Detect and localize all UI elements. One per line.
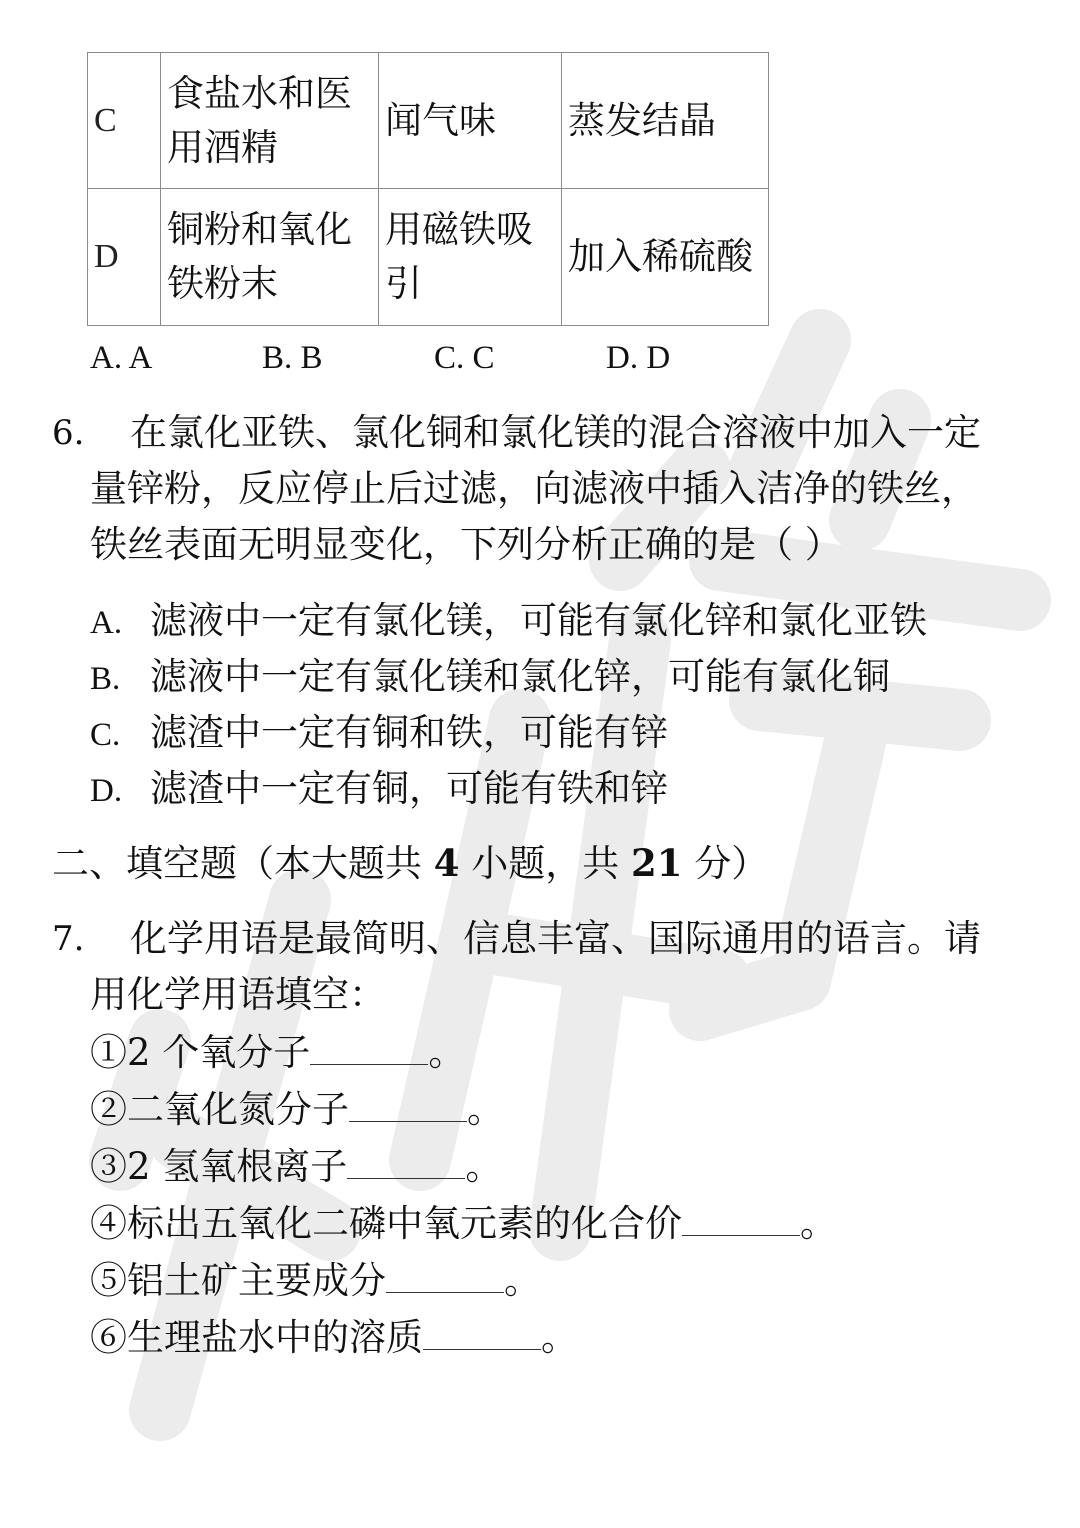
option-text: 滤液中一定有氯化镁，可能有氯化锌和氯化亚铁	[150, 599, 927, 642]
fill-item-text: ④标出五氧化二磷中氧元素的化合价	[90, 1202, 682, 1245]
table-cell-id: D	[88, 189, 161, 326]
fill-item	[90, 1259, 541, 1302]
section-score: 21	[631, 841, 683, 885]
fill-item-end: 。	[465, 1145, 503, 1188]
table-cell-method1	[379, 189, 562, 326]
fill-item	[90, 1316, 578, 1359]
fill-item	[90, 1031, 466, 1074]
answer-blank[interactable]	[347, 1148, 465, 1179]
question-text-line: 化学用语是最简明、信息丰富、国际通用的语言。请	[130, 917, 981, 960]
fill-item-text: ⑥生理盐水中的溶质	[90, 1316, 423, 1359]
option-label: C.	[90, 717, 121, 753]
fill-item	[90, 1145, 503, 1188]
fill-item	[90, 1202, 837, 1245]
option-a	[90, 599, 927, 642]
table-cell-substances	[161, 53, 379, 189]
answer-blank[interactable]	[349, 1091, 467, 1122]
fill-item-end: 。	[800, 1202, 837, 1245]
choice-b: B. B	[262, 340, 323, 376]
answer-blank[interactable]	[386, 1262, 504, 1293]
option-text: 滤渣中一定有铜，可能有铁和锌	[150, 767, 668, 810]
option-label: A.	[90, 605, 123, 641]
question-number: 7.	[52, 919, 85, 959]
cell-line: 铜粉和氧化	[167, 208, 352, 252]
question-text-line: 在氯化亚铁、氯化铜和氯化镁的混合溶液中加入一定	[130, 411, 981, 454]
fill-item-text: ⑤铝土矿主要成分	[90, 1259, 386, 1302]
option-text: 滤液中一定有氯化镁和氯化锌，可能有氯化铜	[150, 655, 890, 698]
section-prefix: 二、填空题（本大题共	[52, 842, 422, 885]
table-cell-substances	[161, 189, 379, 326]
fill-item-text: ②二氧化氮分子	[90, 1088, 349, 1131]
fill-item-end: 。	[541, 1316, 578, 1359]
option-label: D.	[90, 773, 123, 809]
option-b	[90, 655, 890, 698]
table-row	[88, 53, 769, 189]
option-d	[90, 767, 668, 810]
choice-d: D. D	[606, 340, 671, 376]
section-mid: 小题，共	[471, 842, 620, 885]
cell-line: 食盐水和医	[167, 71, 352, 115]
table-row	[88, 189, 769, 326]
fill-item-end: 。	[504, 1259, 541, 1302]
option-c	[90, 711, 668, 754]
fill-item-end: 。	[467, 1088, 504, 1131]
question-number: 6.	[52, 413, 85, 453]
fill-item-text: ③2 氢氧根离子	[90, 1145, 348, 1188]
table-cell-method1: 闻气味	[379, 53, 562, 189]
choice-c: C. C	[434, 340, 495, 376]
answer-blank[interactable]	[423, 1319, 541, 1350]
section-heading	[52, 841, 769, 885]
cell-line: 引	[385, 262, 422, 305]
question-text-line: 用化学用语填空：	[90, 973, 386, 1016]
q5-choices	[90, 340, 670, 377]
options-table	[87, 52, 769, 326]
fill-item-text: ①2 个氧分子	[90, 1031, 311, 1074]
option-label: B.	[90, 661, 121, 697]
question-text-line: 铁丝表面无明显变化，下列分析正确的是（ ）	[90, 523, 842, 566]
table-cell-id: C	[88, 53, 161, 189]
answer-blank[interactable]	[682, 1205, 800, 1236]
question-text-line: 量锌粉，反应停止后过滤，向滤液中插入洁净的铁丝，	[90, 467, 978, 510]
answer-blank[interactable]	[310, 1034, 428, 1065]
fill-item	[90, 1088, 504, 1131]
cell-line: 用磁铁吸	[385, 208, 533, 252]
fill-item-end: 。	[428, 1031, 466, 1074]
cell-line: 用酒精	[167, 125, 278, 169]
option-text: 滤渣中一定有铜和铁，可能有锌	[150, 711, 668, 754]
table-cell-method2: 加入稀硫酸	[562, 189, 769, 326]
choice-a: A. A	[90, 340, 153, 376]
table-cell-method2: 蒸发结晶	[562, 53, 769, 189]
section-suffix: 分）	[694, 842, 769, 885]
section-count: 4	[433, 841, 460, 885]
cell-line: 铁粉末	[167, 262, 278, 305]
